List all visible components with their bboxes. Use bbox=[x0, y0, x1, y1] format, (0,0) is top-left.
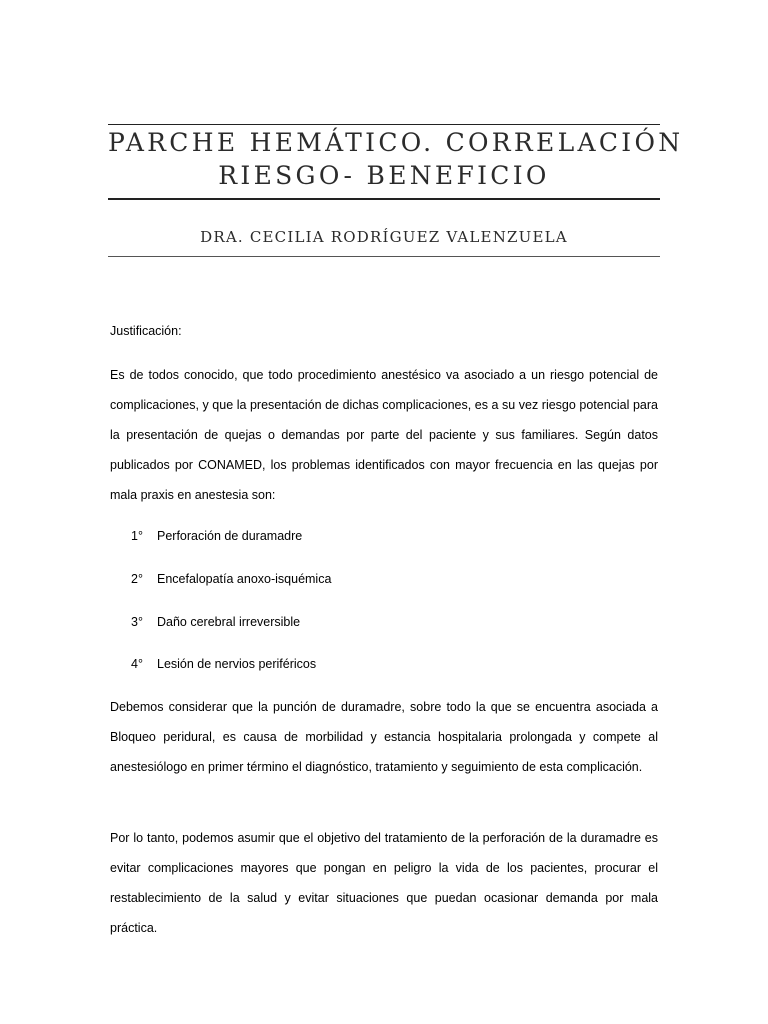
list-item-number: 2° bbox=[131, 572, 143, 586]
paragraph-justification: Es de todos conocido, que todo procedimiento anestésico va asociado a un riesgo potencial de complicaciones, y que la presentación de dichas complicaciones, es a su vez riesgo potencial para la presentación de quejas o demandas por parte del paciente y sus familiares. Según datos publicados por CONAMED, los problemas identificados con mayor frecuencia en las quejas por mala praxis en anestesia son: bbox=[110, 368, 658, 502]
list-item-number: 4° bbox=[131, 657, 143, 671]
section-heading: Justificación: bbox=[110, 324, 182, 338]
list-item bbox=[131, 526, 302, 546]
title-line-1: PARCHE HEMÁTICO. CORRELACIÓN bbox=[108, 128, 684, 157]
list-item bbox=[131, 654, 316, 674]
document-body bbox=[108, 0, 684, 1024]
paragraph-objetivo: Por lo tanto, podemos asumir que el objetivo del tratamiento de la perforación de la duramadre es evitar complicaciones mayores que pongan en peligro la vida de los pacientes, procurar el restablecimiento de la salud y evitar situaciones que puedan ocasionar demanda por mala práctica. bbox=[110, 831, 658, 935]
list-item-text: Lesión de nervios periféricos bbox=[157, 657, 317, 671]
list-item bbox=[131, 612, 300, 632]
list-item-text: Encefalopatía anoxo-isquémica bbox=[157, 572, 332, 586]
list-item bbox=[131, 569, 331, 589]
title-line-2: RIESGO- BENEFICIO bbox=[218, 161, 550, 190]
author-name: DRA. CECILIA RODRÍGUEZ VALENZUELA bbox=[200, 228, 568, 246]
list-item-number: 1° bbox=[131, 529, 143, 543]
list-item-text: Daño cerebral irreversible bbox=[157, 615, 301, 629]
list-item-number: 3° bbox=[131, 615, 143, 629]
paragraph-duramadre: Debemos considerar que la punción de duramadre, sobre todo la que se encuentra asociada a Bloqueo peridural, es causa de morbilidad y estancia hospitalaria prolongada y compete al anestesiólogo en primer término el diagnóstico, tratamiento y seguimiento de esta complicación. bbox=[110, 700, 658, 774]
list-item-text: Perforación de duramadre bbox=[157, 529, 303, 543]
